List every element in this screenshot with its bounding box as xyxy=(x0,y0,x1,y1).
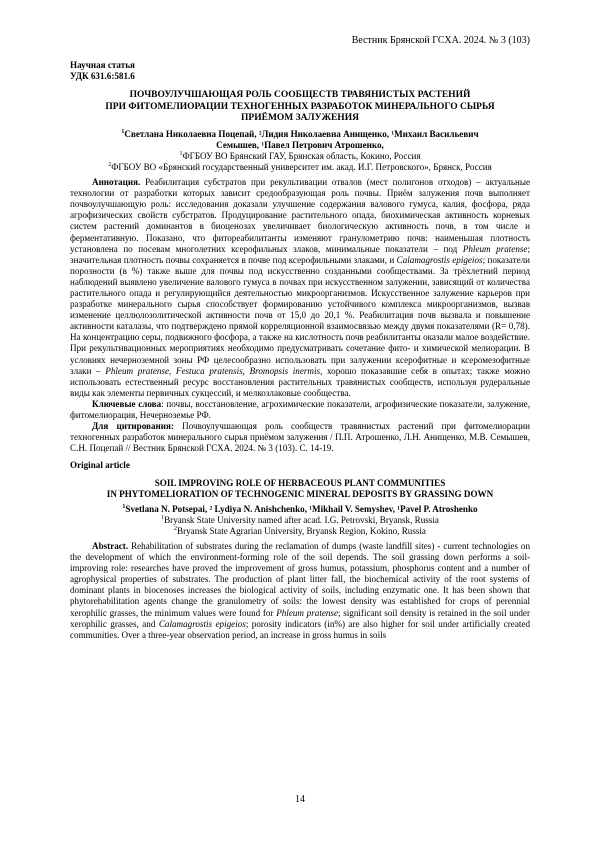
abstract-ru-label: Аннотация. xyxy=(92,177,141,188)
species-name: Calamagrostis epigeios xyxy=(158,618,246,629)
title-en-line: SOIL IMPROVING ROLE OF HERBACEOUS PLANT COMMUNITIES xyxy=(154,477,446,488)
affiliation-ru-2: $^2$ФГБОУ ВО «Брянский государственный университет им. акад. И.Г. Петровского», Брянск, Россия xyxy=(108,161,492,172)
article-type-en: Original article xyxy=(70,460,130,471)
article-content xyxy=(70,60,530,641)
article-type-ru: Научная статья xyxy=(70,60,135,70)
authors-ru: $^1$Светлана Николаевна Поцепай, ²Лидия Николаевна Анищенко, ¹Михаил Васильевич Семышев, ¹Павел Петрович Атрошенко, xyxy=(121,128,479,150)
species-name: Phleum pratense xyxy=(276,607,338,618)
affiliation-en-2: $^2$Bryansk State Agrarian University, Bryansk Region, Kokino, Russia xyxy=(174,525,426,536)
citation-label: Для цитирования: xyxy=(92,421,174,432)
affiliation-en-1: $^1$Bryansk State University named after acad. I.G. Petrovski, Bryansk, Russia xyxy=(161,514,439,525)
abstract-en: Abstract. Rehabilitation of substrates during the reclamation of dumps (waste landfill sites) - current technologies on the development of which the environment-forming role of the soil depends. The soil grassing down performs a soil-improving role: researches have proved the improvement of gross humus, potassium, phosphorus content and a number of agrophysical properties of substrates. The production of plant litter fall, the biochemical activity of the root systems of dominant plants in biocenoses increases the biological activity of soils, including enzymatic one. It has been shown that phytorehabilitation agents change the granulometry of soils: the lowest density was established for crops of perennial xerophilic grasses, the minimum values were found for Phleum pratense; significant soil density is retained in the soil under xerophilic grasses, and Calamagrostis epigeios; porosity indicators (in%) are also higher for soil under artificially created communities. Over a three-year observation period, an increase in gross humus in soils xyxy=(70,540,530,640)
authors-en: $^1$Svetlana N. Potsepai, ² Lydiya N. Anishchenko, ¹Mikhail V. Semyshev, ¹Pavel P. Atroshenko xyxy=(122,503,478,514)
title-ru-line: ПРИ ФИТОМЕЛИОРАЦИИ ТЕХНОГЕННЫХ РАЗРАБОТОК МИНЕРАЛЬНОГО СЫРЬЯ xyxy=(105,101,495,112)
species-name: Phleum pratense xyxy=(462,243,528,254)
journal-header: Вестник Брянской ГСХА. 2024. № 3 (103) xyxy=(351,35,530,46)
abstract-en-label: Abstract. xyxy=(92,540,129,551)
affiliation-ru-1: $^1$ФГБОУ ВО Брянский ГАУ, Брянская область, Кокино, Россия xyxy=(179,150,421,161)
species-name: Calamagrostis epigeios xyxy=(396,254,483,265)
authors-ru-line1: Светлана Николаевна Поцепай, ²Лидия Николаевна Анищенко, ¹Михаил Васильевич xyxy=(124,128,479,139)
authors-ru-line2: Семышев, ¹Павел Петрович Атрошенко, xyxy=(216,139,384,150)
title-ru-line: ПОЧВОУЛУЧШАЮЩАЯ РОЛЬ СООБЩЕСТВ ТРАВЯНИСТЫХ РАСТЕНИЙ xyxy=(129,90,471,101)
page-number: 14 xyxy=(295,794,305,805)
keywords-label: Ключевые слова xyxy=(92,398,162,409)
species-list: Phleum pratense, Festuca pratensis, Bromopsis inermis xyxy=(105,365,321,376)
title-ru xyxy=(70,90,530,125)
title-en-line: IN PHYTOMELIORATION OF TECHNOGENIC MINERAL DEPOSITS BY GRASSING DOWN xyxy=(106,488,494,499)
title-ru-line: ПРИЁМОМ ЗАЛУЖЕНИЯ xyxy=(241,113,359,124)
abstract-ru: Аннотация. Реабилитация субстратов при рекультивации отвалов (мест полигонов отходов) – актуальные технологии от разработки которых зависит средообразующая роль почвы. Приём залужения почв выполняет почвоулучшающую роль: исследования доказали улучшение содержания валового гумуса, калия, фосфора, ряда агрофизических свойств субстратов. Продуцирование растительного опада, биохимическая активность корневых систем растений доминантов в биоценозах увеличивает биологическую активность почв, в том числе и ферментативную. Показано, что фитореабилитанты изменяют гранулометрию почв: наименьшая плотность установлена по посевам многолетних ксерофильных злаков, минимальные показатели – под Phleum pratense; значительная плотность почвы сохраняется в почве под ксерофильными злаками, и Calamagrostis epigeios; показатели порозности (в %) также выше для почвы под искусственно созданными сообществами. За трёхлетний период наблюдений выявлено увеличение валового гумуса в почвах при искусственном залужении, зависящий от количества растительного опада и регулирующийся деятельностью микроорганизмов. Искусственное залужение карьеров при разработке минерального сырья способствует формированию устойчивого комплекса микроорганизмов, вызвав изменение целлюлозолитической активности почв от 15,0 до 20,1 %. Реабилитация почв вызвала и повышение активности каталазы, что подтверждено прямой корреляционной взаимосвязью между двумя показателями (R= 0,78). На концентрацию серы, подвижного фосфора, а также на кислотность почв реабилитанты оказали малое воздействие. При рекультивационных мероприятиях необходимо предусматривать сочетание фито- и химической мелиорации. В условиях нечерноземной зоны РФ целесообразно использовать при залужении ксерофитные и ксеромезофитные злаки – Phleum pratense, Festuca pratensis, Bromopsis inermis, хорошо показавшие себя в опытах; также можно использовать естественный ресурс восстановления растительных травянистых сообществ, используя рудеральные виды как элементы первичных сукцессий, и мелкозлаковые сообщества. xyxy=(70,177,531,398)
keywords-ru: Ключевые слова: почвы, восстановление, агрохимические показатели, агрофизические показатели, залужение, фитомелиорация, Нечерноземье РФ. xyxy=(70,398,530,421)
citation-ru: Для цитирования: Почвоулучшающая роль сообществ травянистых растений при фитомелиорации техногенных разработок минерального сырья приёмом залужения / П.П. Атрошенко, Л.Н. Анищенко, М.В. Семышев, С.Н. Поцепай // Вестник Брянской ГСХА. 2024. № 3 (103). С. 14-19. xyxy=(70,421,530,454)
udk-code: УДК 631.6:581.6 xyxy=(70,71,135,82)
title-en xyxy=(70,478,530,500)
